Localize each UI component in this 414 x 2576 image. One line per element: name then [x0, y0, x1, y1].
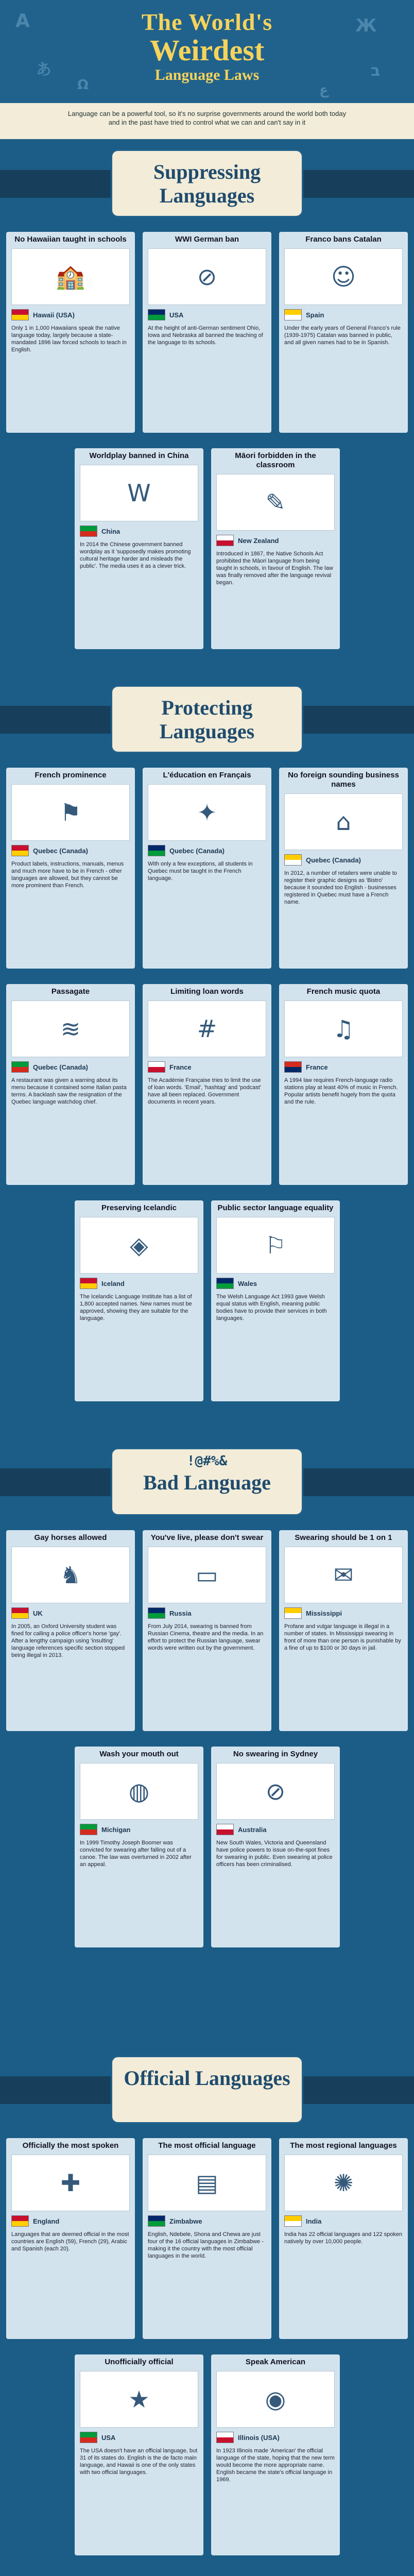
card-title: Māori forbidden in the classroom	[235, 451, 316, 469]
card-text: In 1923 Illinois made 'American' the official language of the state, hoping that the new term would become the more appropriate name. English became the state's official language in 1969.	[216, 2448, 335, 2483]
card-illustration	[284, 793, 403, 850]
card-illustration	[216, 1763, 335, 1820]
card-illustration	[11, 1001, 130, 1057]
title-line-2: Weirdest	[149, 33, 265, 67]
card-text: Introduced in 1867, the Native Schools Act prohibited the Māori language from being taught in schools, in favour of English. The law was finally removed after the language revival began.	[216, 551, 333, 586]
location-label: Quebec (Canada)	[169, 846, 225, 855]
card-text: Profane and vulgar language is illegal in a number of states. In Mississippi swearing in front of more than one person is punishable by a fine of up to $100 or 30 days in jail.	[284, 1623, 401, 1651]
card-title: French prominence	[34, 771, 107, 779]
fact-card	[211, 2354, 340, 2555]
header: A あ Ж ב Ω ع The World's Weirdest Language Laws	[0, 0, 414, 103]
card-title: Gay horses allowed	[34, 1533, 107, 1542]
fact-card	[75, 448, 203, 649]
card-illustration	[11, 2155, 130, 2211]
card-location	[75, 1276, 203, 1291]
flag-icon	[284, 854, 302, 866]
location-label: Spain	[306, 311, 324, 319]
section-title: Suppressing Languages	[153, 160, 261, 207]
hashtag-icon: #	[197, 1015, 217, 1043]
kia-ora-icon: ✎	[265, 488, 286, 516]
flag-icon	[80, 1278, 97, 1289]
flag-icon	[148, 2215, 165, 2227]
location-label: Russia	[169, 1609, 192, 1617]
iceland-map-icon: ◈	[130, 1231, 148, 1259]
title-line-3: Language Laws	[154, 66, 260, 83]
card-location	[6, 307, 135, 323]
section-0	[0, 149, 414, 685]
card-text: India has 22 official languages and 122 spoken natively by over 10,000 people.	[284, 2231, 403, 2245]
no-swearing-icon: ⊘	[265, 1777, 286, 1805]
fact-card	[143, 1530, 271, 1731]
section-2	[0, 1448, 414, 2056]
card-location	[279, 2213, 408, 2229]
location-label: China	[101, 527, 120, 535]
flag-icon	[284, 1061, 302, 1073]
location-label: Illinois (USA)	[238, 2433, 280, 2442]
england-flag-icon: ✚	[60, 2169, 81, 2197]
card-text: In 2012, a number of retailers were unable to register their graphic designs as 'Bistro' because it sounded too English - businesses registered in Quebec must have a French name.	[284, 870, 397, 905]
card-title: No foreign sounding business names	[288, 771, 399, 789]
card-location	[279, 1605, 408, 1621]
pasta-icon: ≋	[60, 1015, 81, 1043]
card-location	[279, 307, 408, 323]
fact-card	[143, 984, 271, 1185]
flag-icon	[148, 1061, 165, 1073]
card-title: Public sector language equality	[217, 1204, 334, 1212]
fact-card	[75, 1747, 203, 1947]
card-illustration	[80, 1763, 198, 1820]
card-text: From July 2014, swearing is banned from Russian Cinema, theatre and the media. In an effort to protect the Russian language, swear words were written out by the government.	[148, 1623, 264, 1651]
card-location	[75, 523, 203, 539]
flag-icon	[80, 526, 97, 537]
card-illustration	[11, 1547, 130, 1603]
card-location	[143, 843, 271, 858]
fact-card	[75, 1200, 203, 1401]
section-symbol: !@#%&	[186, 1453, 228, 1469]
card-location	[143, 307, 271, 323]
card-text: New South Wales, Victoria and Queensland have police powers to issue on-the-spot fines for swearing in public. Even swearing at police officers has been criminalised.	[216, 1840, 333, 1868]
card-title: Worldplay banned in China	[89, 451, 189, 460]
fact-card	[75, 2354, 203, 2555]
wordplay-icon: W	[127, 479, 151, 507]
card-text: Languages that are deemed official in the most countries are English (59), French (29), Arabic and Spanish (each 20).	[11, 2231, 129, 2252]
location-label: New Zealand	[238, 536, 279, 545]
flag-icon	[11, 1607, 29, 1619]
card-text: English, Ndebele, Shona and Chewa are just four of the 16 official languages in Zimbabwe - making it the country with the most official languages in the world.	[148, 2231, 264, 2259]
card-illustration	[216, 474, 335, 531]
card-title: You've live, please don't swear	[150, 1533, 264, 1542]
fact-card	[279, 232, 408, 433]
card-text: Product labels, instructions, manuals, menus and much more have to be in French - other languages are allowed, but they cannot be more prominent than French.	[11, 861, 124, 889]
fact-card	[143, 232, 271, 433]
flag-icon	[148, 845, 165, 856]
horse-icon: ♞	[60, 1561, 81, 1589]
card-title: No swearing in Sydney	[233, 1750, 318, 1758]
india-flag-icon: ✺	[333, 2169, 354, 2197]
location-label: Iceland	[101, 1279, 125, 1287]
location-label: England	[33, 2217, 60, 2225]
card-title: Officially the most spoken	[22, 2141, 119, 2150]
section-3	[0, 2056, 414, 2576]
fact-card	[6, 768, 135, 969]
shop-sign-icon: ⌂	[336, 808, 351, 836]
card-location	[6, 2213, 135, 2229]
section-banner	[111, 685, 303, 753]
section-banner	[111, 2056, 303, 2124]
card-text: A 1994 law requires French-language radio stations play at least 40% of music in French. Popular artists benefit hugely from the quota and the rule.	[284, 1077, 398, 1105]
card-text: Only 1 in 1,000 Hawaiians speak the native language today, largely because a state-mandated 1896 law forced schools to teach in English.	[11, 325, 127, 353]
card-text: The USA doesn't have an official language, but 31 of its states do. English is the de facto main language, and Hawaii is one of the only states with two official languages.	[80, 2448, 198, 2476]
card-location	[211, 533, 340, 548]
portrait-icon: ☺	[331, 263, 356, 291]
flag-icon	[284, 1607, 302, 1619]
card-title: Limiting loan words	[170, 987, 244, 996]
fact-card	[279, 768, 408, 969]
card-illustration	[11, 784, 130, 841]
card-location	[211, 1822, 340, 1837]
card-location	[6, 1605, 135, 1621]
flag-icon	[11, 2215, 29, 2227]
card-text: A restaurant was given a warning about its menu because it contained some Italian pasta terms. A backlash saw the resignation of the Quebec language watchdog chief.	[11, 1077, 127, 1105]
location-label: Wales	[238, 1279, 257, 1287]
location-label: Quebec (Canada)	[33, 846, 88, 855]
fact-card	[279, 2138, 408, 2339]
card-illustration	[284, 1547, 403, 1603]
fact-card	[279, 1530, 408, 1731]
card-title: No Hawaiian taught in schools	[14, 235, 127, 244]
card-illustration	[80, 2371, 198, 2428]
card-text: In 2005, an Oxford University student was fined for calling a police officer's horse 'gay'. After a lengthy campaign using 'insulting' language references specific section stopped being illegal in 2013.	[11, 1623, 125, 1658]
card-location	[75, 1822, 203, 1837]
card-illustration	[284, 2155, 403, 2211]
card-title: Franco bans Catalan	[305, 235, 382, 244]
card-location	[6, 843, 135, 858]
card-title: WWI German ban	[175, 235, 239, 244]
card-text: In 2014 the Chinese government banned wordplay as it 'supposedly makes promoting cultural heritage harder and misleads the public'. The media uses it as a clever trick.	[80, 541, 191, 569]
flag-icon	[80, 2432, 97, 2443]
card-illustration	[80, 1217, 198, 1274]
card-location	[75, 2430, 203, 2445]
card-title: The most official language	[158, 2141, 256, 2150]
canada-flag-icon: ✦	[197, 799, 217, 826]
card-title: Unofficially official	[105, 2358, 174, 2366]
location-label: USA	[169, 311, 184, 319]
flag-icon	[284, 2215, 302, 2227]
card-location	[211, 1276, 340, 1291]
card-text: With only a few exceptions, all students in Quebec must be taught in the French language.	[148, 861, 253, 882]
flag-icon	[216, 1278, 234, 1289]
location-label: UK	[33, 1609, 43, 1617]
usa-flag-icon: ★	[128, 2385, 150, 2413]
flag-icon	[80, 1824, 97, 1835]
location-label: Australia	[238, 1825, 267, 1834]
location-label: France	[169, 1063, 192, 1071]
soap-icon: ◍	[128, 1777, 150, 1805]
section-title: Bad Language	[143, 1471, 271, 1494]
card-location	[279, 1059, 408, 1075]
card-illustration	[148, 248, 266, 305]
section-1	[0, 685, 414, 1448]
card-title: Passagate	[51, 987, 90, 996]
card-illustration	[11, 248, 130, 305]
card-title: L'éducation en Français	[163, 771, 251, 779]
location-label: India	[306, 2217, 322, 2225]
location-label: France	[306, 1063, 328, 1071]
flag-icon	[216, 1824, 234, 1835]
fact-card	[211, 1200, 340, 1401]
location-label: Michigan	[101, 1825, 131, 1834]
card-location	[279, 852, 408, 868]
radio-icon: ♫	[333, 1015, 354, 1043]
fact-card	[143, 768, 271, 969]
card-illustration	[148, 2155, 266, 2211]
state-seal-icon: ◉	[265, 2385, 286, 2413]
location-label: Hawaii (USA)	[33, 311, 75, 319]
card-text: The Icelandic Language Institute has a list of 1,800 accepted names. New names must be approved, showing they are suitable for the language.	[80, 1294, 192, 1321]
card-illustration	[148, 1547, 266, 1603]
section-title: Protecting Languages	[159, 696, 255, 743]
card-illustration	[80, 465, 198, 521]
welsh-sign-icon: ⚐	[265, 1231, 286, 1259]
flag-icon	[216, 535, 234, 546]
card-text: Under the early years of General Franco's rule (1939-1975) Catalan was banned in public, and all given names had to be in Spanish.	[284, 325, 401, 346]
section-title: Official Languages	[124, 2066, 290, 2090]
fact-card	[143, 2138, 271, 2339]
card-location	[143, 2213, 271, 2229]
intro-text: Language can be a powerful tool, so it's no surprise governments around the world both today and in the past have tried to control what we can and can't say in it	[0, 103, 414, 139]
card-illustration	[284, 248, 403, 305]
card-title: The most regional languages	[290, 2141, 397, 2150]
card-illustration	[216, 1217, 335, 1274]
card-location	[143, 1605, 271, 1621]
card-text: The Welsh Language Act 1993 gave Welsh equal status with English, meaning public bodies have to provide their services in both languages.	[216, 1294, 327, 1321]
location-label: USA	[101, 2433, 116, 2442]
flag-icon	[148, 1607, 165, 1619]
location-label: Zimbabwe	[169, 2217, 202, 2225]
fact-card	[279, 984, 408, 1185]
zimbabwe-flag-icon: ▤	[196, 2169, 218, 2197]
flag-icon	[11, 1061, 29, 1073]
fact-card	[211, 448, 340, 649]
card-illustration	[148, 784, 266, 841]
card-location	[211, 2430, 340, 2445]
fact-card	[6, 232, 135, 433]
card-illustration	[148, 1001, 266, 1057]
card-illustration	[284, 1001, 403, 1057]
flag-icon	[216, 2432, 234, 2443]
card-title: Wash your mouth out	[99, 1750, 179, 1758]
location-label: Quebec (Canada)	[33, 1063, 88, 1071]
card-title: Preserving Icelandic	[101, 1204, 177, 1212]
flag-icon	[11, 845, 29, 856]
card-title: French music quota	[306, 987, 381, 996]
flag-icon	[11, 309, 29, 320]
fact-card	[6, 984, 135, 1185]
title-line-1: The World's	[141, 9, 273, 35]
book-ban-icon: ⊘	[197, 263, 217, 291]
card-title: Speak American	[245, 2358, 306, 2366]
location-label: Quebec (Canada)	[306, 856, 361, 864]
section-banner	[111, 149, 303, 217]
fact-card	[6, 1530, 135, 1731]
flag-icon	[148, 309, 165, 320]
speech-icon: ✉	[333, 1561, 354, 1589]
card-location	[6, 1059, 135, 1075]
card-location	[143, 1059, 271, 1075]
section-banner	[111, 1448, 303, 1516]
fact-card	[211, 1747, 340, 1947]
card-title: Swearing should be 1 on 1	[295, 1533, 392, 1542]
location-label: Mississippi	[306, 1609, 342, 1617]
card-text: The Académie Française tries to limit the use of loan words. 'Email', 'hashtag' and 'podcast' have all been replaced. Government documents in recent years.	[148, 1077, 261, 1105]
card-text: In 1999 Timothy Joseph Boomer was convicted for swearing after falling out of a canoe. The law was overturned in 2002 after an appeal.	[80, 1840, 192, 1868]
card-illustration	[216, 2371, 335, 2428]
card-text: At the height of anti-German sentiment Ohio, Iowa and Nebraska all banned the teaching of the language to its schools.	[148, 325, 263, 346]
school-icon: 🏫	[56, 262, 85, 291]
french-sign-icon: ⚑	[60, 799, 81, 826]
flag-icon	[284, 309, 302, 320]
tv-icon: ▭	[196, 1561, 218, 1589]
fact-card	[6, 2138, 135, 2339]
